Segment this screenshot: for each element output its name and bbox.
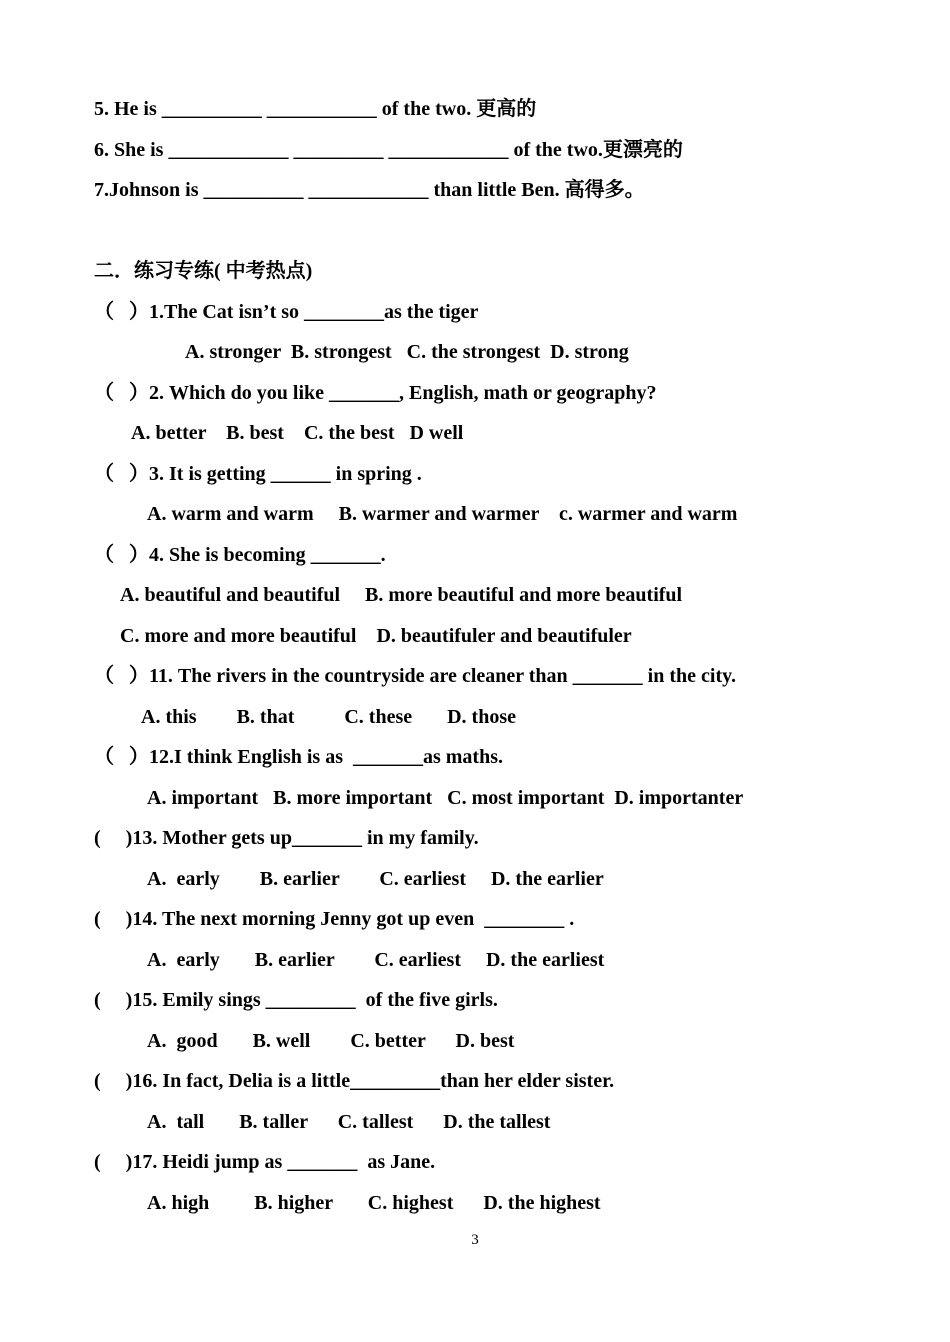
question-11-options: A. this B. that C. these D. those xyxy=(141,706,516,728)
fill-in-line-5: 5. He is __________ ___________ of the two. 更高的 xyxy=(94,98,537,120)
question-13-options: A. early B. earlier C. earliest D. the earlier xyxy=(147,868,604,890)
question-11: （ ）11. The rivers in the countryside are cleaner than _______ in the city. xyxy=(94,665,737,687)
question-16-options: A. tall B. taller C. tallest D. the tallest xyxy=(147,1111,551,1133)
page-number: 3 xyxy=(471,1232,479,1248)
question-17: ( )17. Heidi jump as _______ as Jane. xyxy=(94,1151,436,1173)
question-14-options: A. early B. earlier C. earliest D. the earliest xyxy=(147,949,605,971)
section-heading: 二．练习专练( 中考热点) xyxy=(94,260,313,282)
question-3: （ ）3. It is getting ______ in spring . xyxy=(94,463,422,485)
question-15: ( )15. Emily sings _________ of the five girls. xyxy=(94,989,498,1011)
fill-in-line-6: 6. She is ____________ _________ ____________ of the two.更漂亮的 xyxy=(94,139,683,161)
question-12: （ ）12.I think English is as _______as maths. xyxy=(94,746,503,768)
question-2-options: A. better B. best C. the best D well xyxy=(131,422,464,444)
question-16: ( )16. In fact, Delia is a little_________than her elder sister. xyxy=(94,1070,615,1092)
question-3-options: A. warm and warm B. warmer and warmer c. warmer and warm xyxy=(147,503,738,525)
question-12-options: A. important B. more important C. most important D. importanter xyxy=(147,787,744,809)
fill-in-line-7: 7.Johnson is __________ ____________ than little Ben. 高得多。 xyxy=(94,179,645,201)
question-1: （ ）1.The Cat isn’t so ________as the tiger xyxy=(94,301,479,323)
question-4-options-c-d: C. more and more beautiful D. beautifuler and beautifuler xyxy=(120,625,632,647)
question-13: ( )13. Mother gets up_______ in my family. xyxy=(94,827,479,849)
question-14: ( )14. The next morning Jenny got up even ________ . xyxy=(94,908,575,930)
question-15-options: A. good B. well C. better D. best xyxy=(147,1030,515,1052)
question-4: （ ）4. She is becoming _______. xyxy=(94,544,386,566)
question-17-options: A. high B. higher C. highest D. the highest xyxy=(147,1192,601,1214)
question-1-options: A. stronger B. strongest C. the strongest D. strong xyxy=(185,341,629,363)
question-4-options-a-b: A. beautiful and beautiful B. more beautiful and more beautiful xyxy=(120,584,683,606)
question-2: （ ）2. Which do you like _______, English, math or geography? xyxy=(94,382,657,404)
